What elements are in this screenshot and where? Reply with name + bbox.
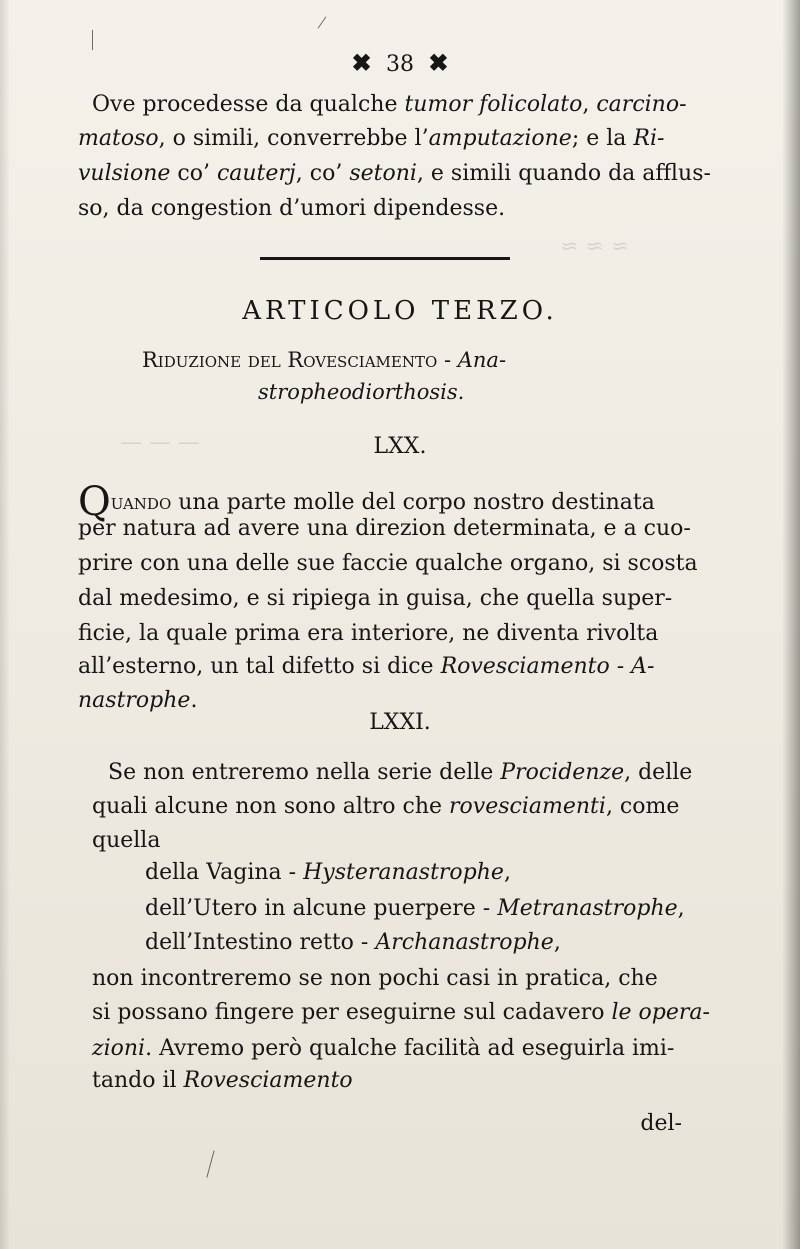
text-line — [78, 128, 664, 150]
text-line — [78, 656, 654, 678]
italic-run: Ana- — [457, 348, 507, 372]
page-header — [0, 48, 800, 77]
text-line — [92, 94, 687, 116]
paper-scratch — [206, 1150, 214, 1177]
header-ornament-right: ✖ — [428, 48, 449, 77]
text-run: , — [677, 896, 685, 921]
list-item — [145, 862, 511, 884]
subheading-run: Riduzione del Rovesciamento - — [142, 348, 458, 372]
text-run: Ove procedesse da qualche — [92, 92, 405, 117]
italic-run: cauterj — [216, 161, 296, 186]
header-ornament-left: ✖ — [351, 48, 372, 77]
italic-run: le opera- — [611, 1000, 710, 1025]
catchword: del- — [640, 1111, 682, 1136]
text-line: per natura ad avere una direzion determinata, e a cuo- — [78, 516, 691, 541]
article-heading: ARTICOLO TERZO. — [242, 296, 558, 326]
text-run: , come — [605, 794, 680, 819]
text-line: ficie, la quale prima era interiore, ne diventa rivolta — [78, 621, 659, 646]
text-run: all’esterno, un tal difetto si dice — [78, 654, 441, 679]
text-run: , — [582, 92, 597, 117]
drop-capital: Q — [78, 479, 111, 525]
text-run: dell’Utero in alcune puerpere - — [145, 896, 498, 921]
text-line — [78, 163, 711, 185]
list-item — [145, 932, 561, 954]
italic-run: setoni — [349, 161, 417, 186]
bleed-through-mark: ≈ ≈ ≈ — [560, 234, 630, 259]
list-item — [145, 898, 685, 920]
article-subheading-cont: stropheodiorthosis. — [258, 380, 465, 404]
page-number: 38 — [386, 52, 414, 77]
italic-run: Procidenze — [500, 760, 625, 785]
bleed-through-mark: — — — — [120, 430, 200, 455]
text-run: una parte molle del corpo nostro destinata — [171, 490, 655, 515]
italic-run: matoso — [78, 126, 159, 151]
italic-run: zioni — [92, 1036, 146, 1061]
italic-run: amputazione — [428, 126, 572, 151]
italic-run: A- — [631, 654, 655, 679]
text-run: , — [553, 930, 561, 955]
italic-run: Hysteranastrophe — [303, 860, 504, 885]
text-run: ; e la — [571, 126, 634, 151]
italic-run: nastrophe — [78, 688, 191, 713]
text-run: - — [609, 654, 632, 679]
italic-run: Rovesciamento — [440, 654, 610, 679]
italic-run: rovesciamenti — [449, 794, 606, 819]
text-line: prire con una delle sue faccie qualche organo, si scosta — [78, 551, 698, 576]
page-left-shadow — [0, 0, 10, 1249]
page-right-shadow — [782, 0, 800, 1249]
text-line: quella — [92, 828, 161, 853]
text-run: della Vagina - — [145, 860, 304, 885]
text-run: tando il — [92, 1068, 184, 1093]
section-number: LXX. — [373, 434, 427, 459]
text-run: co’ — [170, 161, 217, 186]
text-line — [92, 1038, 674, 1060]
italic-run: tumor folicolato — [404, 92, 583, 117]
text-line: so, da congestion d’umori dipendesse. — [78, 196, 506, 221]
text-line: non incontreremo se non pochi casi in pratica, che — [92, 966, 658, 991]
section-number: LXXI. — [369, 710, 431, 735]
italic-run: vulsione — [78, 161, 171, 186]
text-line — [92, 1002, 710, 1024]
text-run: , co’ — [295, 161, 350, 186]
text-run: , delle — [624, 760, 693, 785]
paper-scratch — [92, 30, 93, 50]
italic-run: Ri- — [633, 126, 665, 151]
text-run: . Avremo però qualche facilità ad eseguirla imi- — [145, 1036, 675, 1061]
text-run: , o simili, converrebbe l’ — [158, 126, 429, 151]
article-subheading — [142, 348, 506, 372]
italic-run: carcino- — [596, 92, 687, 117]
text-line — [92, 796, 679, 818]
italic-run: Archanastrophe — [375, 930, 554, 955]
text-run: , — [503, 860, 511, 885]
text-line — [92, 1070, 353, 1092]
paper-scratch — [318, 16, 327, 28]
text-run: dell’Intestino retto - — [145, 930, 376, 955]
text-run: , e simili quando da afflus- — [416, 161, 711, 186]
italic-run: Rovesciamento — [183, 1068, 353, 1093]
small-caps-run: uando — [110, 490, 172, 515]
text-line: dal medesimo, e si ripiega in guisa, che quella super- — [78, 586, 673, 611]
text-run: quali alcune non sono altro che — [92, 794, 450, 819]
section-rule — [260, 257, 510, 260]
italic-run: Metranastrophe — [497, 896, 678, 921]
text-run: . — [190, 688, 198, 713]
text-run: Se non entreremo nella serie delle — [108, 760, 501, 785]
text-line — [108, 762, 692, 784]
text-line — [78, 690, 197, 712]
text-run: si possano fingere per eseguirne sul cadavero — [92, 1000, 612, 1025]
